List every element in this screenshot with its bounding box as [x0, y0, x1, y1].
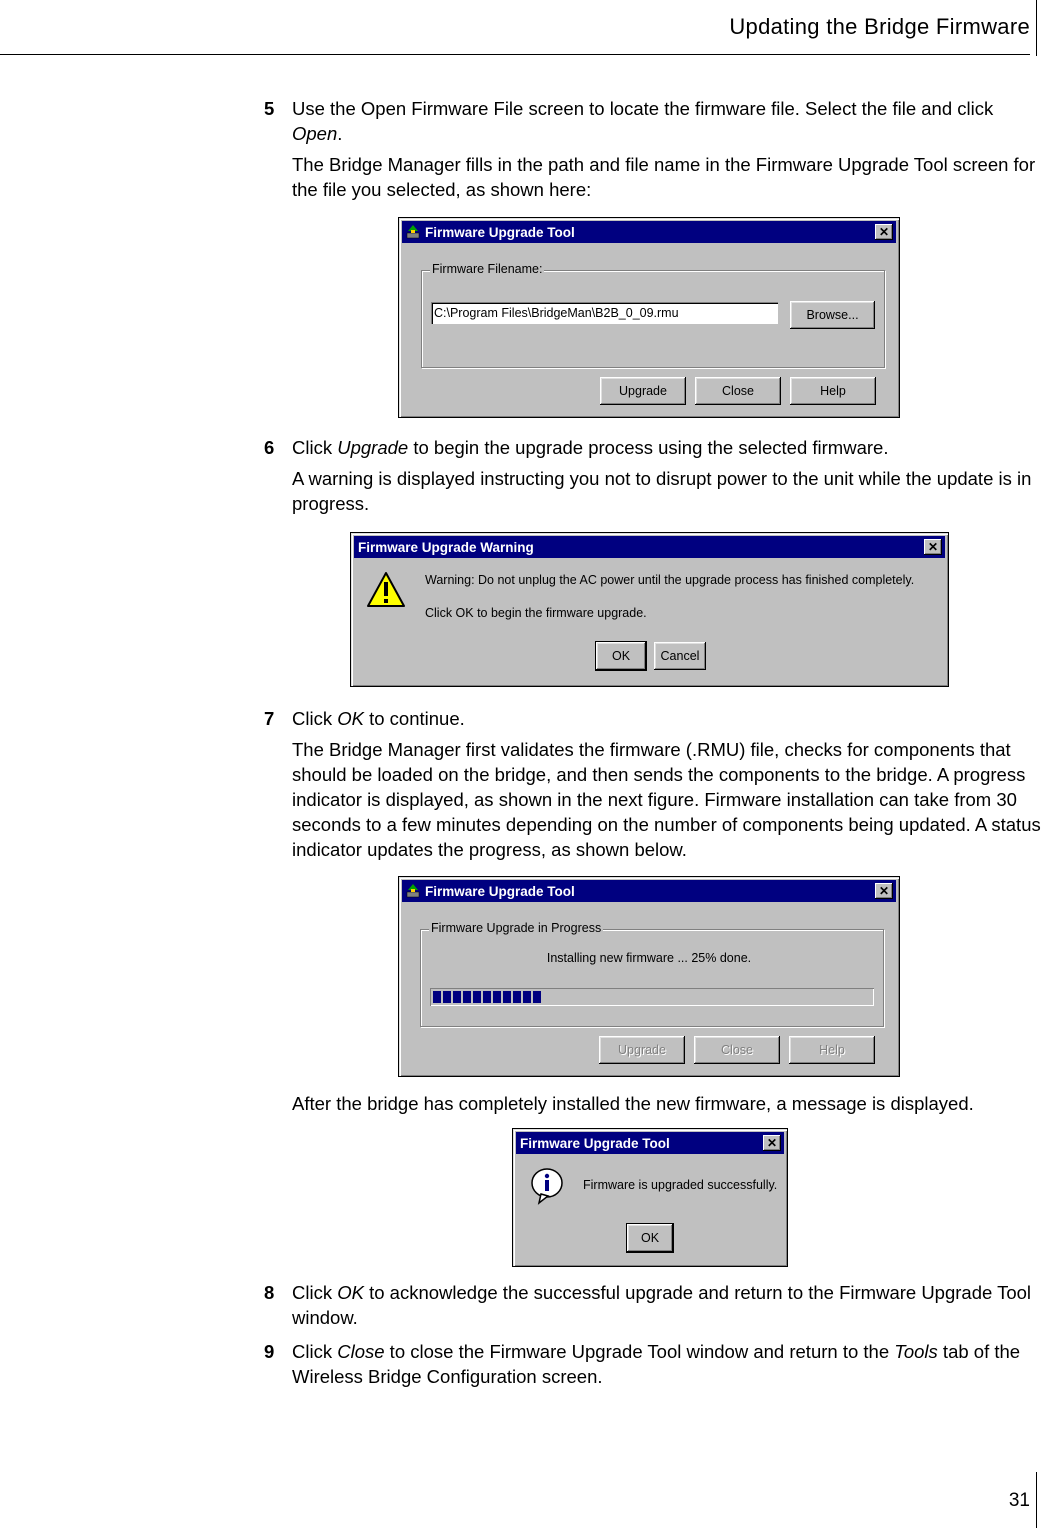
step-number: 6 — [264, 437, 275, 458]
ok-button[interactable]: OK — [627, 1224, 673, 1252]
info-icon — [529, 1167, 565, 1205]
title-bar — [402, 880, 896, 902]
title-bar — [354, 536, 945, 558]
step-number: 8 — [264, 1282, 275, 1303]
step-7-after: After the bridge has completely installed the new firmware, a message is displayed. — [292, 1093, 974, 1114]
progress-status-text: Installing new firmware ... 25% done. — [546, 951, 752, 965]
success-message: Firmware is upgraded successfully. — [583, 1178, 778, 1192]
ok-button[interactable]: OK — [596, 642, 646, 670]
app-icon — [405, 224, 421, 240]
step-text: to acknowledge the successful upgrade and return to the Firmware Upgrade Tool window. — [292, 1282, 1032, 1328]
warning-instruction: Click OK to begin the firmware upgrade. — [425, 606, 647, 620]
upgrade-button[interactable]: Upgrade — [599, 1036, 685, 1064]
help-button[interactable]: Help — [790, 377, 876, 405]
step-number: 5 — [264, 98, 275, 119]
close-icon[interactable]: ✕ — [875, 224, 893, 240]
warning-message: Warning: Do not unplug the AC power until the upgrade process has finished completely. — [425, 573, 915, 587]
title-bar — [516, 1132, 784, 1154]
step-6-detail: A warning is displayed instructing you not to disrupt power to the unit while the update is in progress. — [292, 468, 1032, 514]
firmware-filename-input[interactable]: C:\Program Files\BridgeMan\B2B_0_09.rmu — [431, 302, 778, 324]
step-8 — [264, 1280, 1048, 1330]
step-7 — [264, 706, 1048, 731]
step-text: . — [337, 123, 343, 144]
warning-icon — [366, 571, 406, 609]
step-emphasis: Upgrade — [337, 437, 409, 458]
app-icon — [405, 883, 421, 899]
header-vertical-rule — [1036, 0, 1037, 56]
close-button[interactable]: Close — [695, 377, 781, 405]
step-text: Click — [292, 1341, 338, 1362]
close-button[interactable]: Close — [694, 1036, 780, 1064]
step-5 — [264, 96, 1048, 146]
dialog-title: Firmware Upgrade Warning — [358, 539, 534, 555]
dialog-title: Firmware Upgrade Tool — [425, 883, 575, 899]
step-text: to continue. — [363, 708, 465, 729]
step-text: tab of the Wireless Bridge Configuration screen. — [292, 1341, 1021, 1387]
page-number: 31 — [1008, 1490, 1030, 1511]
step-emphasis: OK — [337, 1282, 364, 1303]
close-icon[interactable]: ✕ — [763, 1135, 781, 1151]
group-label: Firmware Filename: — [432, 262, 543, 276]
title-bar — [402, 221, 896, 243]
upgrade-button[interactable]: Upgrade — [600, 377, 686, 405]
page-header-title: Updating the Bridge Firmware — [729, 14, 1030, 39]
firmware-upgrade-tool-dialog — [398, 217, 900, 418]
footer-vertical-rule — [1036, 1472, 1037, 1528]
firmware-upgrade-progress-dialog — [398, 876, 900, 1077]
progress-bar — [430, 988, 874, 1006]
step-7-detail: The Bridge Manager first validates the firmware (.RMU) file, checks for components that should be loaded on the bridge, and then sends the components to the bridge. A progress indicator is displayed, as shown in the next figure. Firmware installation can take from 30 seconds to a few minutes depending on the number of components being updated. A status indicator updates the progress, as shown below. — [292, 739, 1041, 860]
step-emphasis: Open — [292, 123, 338, 144]
firmware-upgrade-warning-dialog — [350, 532, 949, 687]
step-text: Click — [292, 708, 338, 729]
cancel-button[interactable]: Cancel — [654, 642, 706, 670]
help-button[interactable]: Help — [789, 1036, 875, 1064]
step-emphasis: OK — [337, 708, 364, 729]
step-emphasis: Tools — [894, 1341, 938, 1362]
step-6 — [264, 435, 1048, 460]
dialog-title: Firmware Upgrade Tool — [520, 1135, 670, 1151]
step-text: Click — [292, 1282, 338, 1303]
close-icon[interactable]: ✕ — [875, 883, 893, 899]
dialog-title: Firmware Upgrade Tool — [425, 224, 575, 240]
step-9 — [264, 1339, 1048, 1389]
upgrade-success-dialog — [512, 1128, 788, 1267]
progress-bar-fill — [433, 991, 543, 1003]
step-number: 9 — [264, 1341, 275, 1362]
step-number: 7 — [264, 708, 275, 729]
step-emphasis: Close — [337, 1341, 385, 1362]
step-text: to begin the upgrade process using the selected firmware. — [408, 437, 889, 458]
step-text: Use the Open Firmware File screen to locate the firmware file. Select the file and click — [292, 98, 994, 119]
browse-button[interactable]: Browse... — [790, 301, 875, 329]
step-text: to close the Firmware Upgrade Tool window and return to the — [384, 1341, 895, 1362]
group-label: Firmware Upgrade in Progress — [431, 921, 602, 935]
header-rule — [0, 54, 1030, 55]
step-text: Click — [292, 437, 338, 458]
step-5-detail: The Bridge Manager fills in the path and file name in the Firmware Upgrade Tool screen for the file you selected, as shown here: — [292, 154, 1036, 200]
close-icon[interactable]: ✕ — [924, 539, 942, 555]
upgrade-progress-group — [420, 921, 884, 1027]
